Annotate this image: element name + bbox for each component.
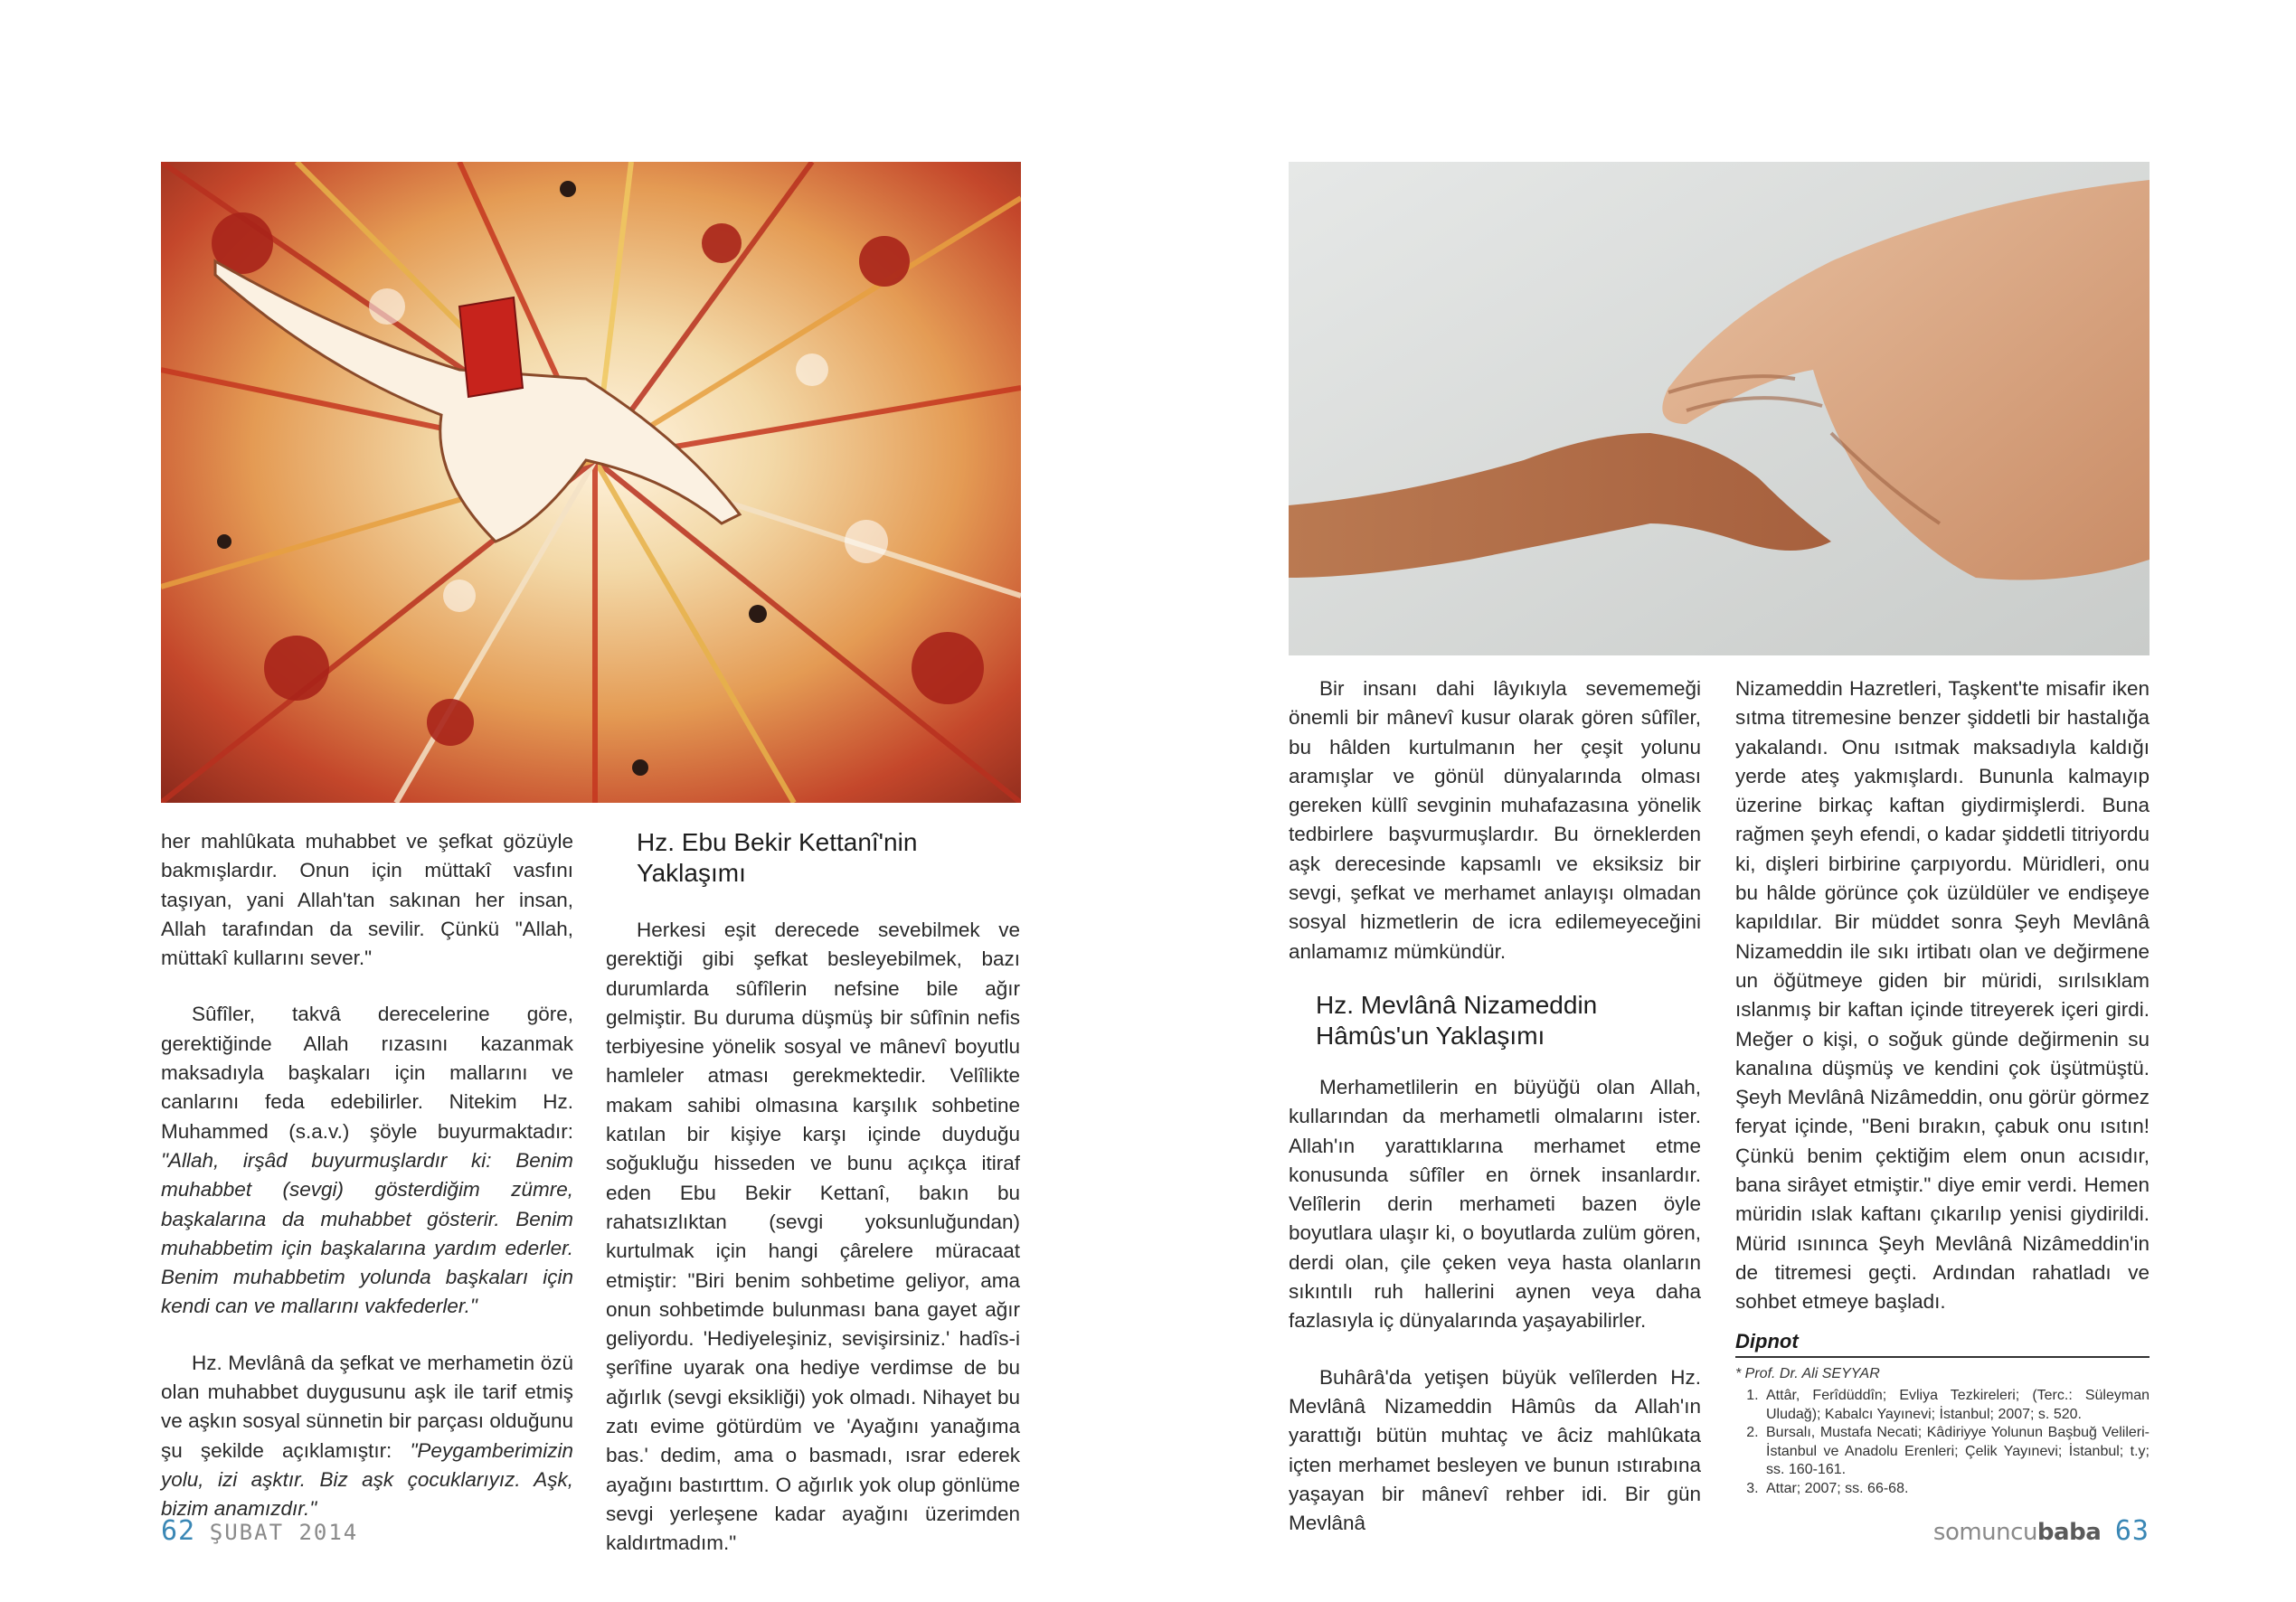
- paragraph: Hz. Mevlânâ da şefkat ve merhametin özü olan muhabbet duygusunu aşk ile tarif etmiş ve aşkın sosyal sünnetin bir parçası olduğunu şu şekilde açıklamıştır: "Peygamberimizin yolu, izi aşktır. Biz aşk çocuklarıyız. Aşk, bizim anamızdır.": [161, 1351, 573, 1521]
- section-heading: Hz. Ebu Bekir Kettanî'nin Yaklaşımı: [637, 828, 918, 887]
- footnotes-title: Dipnot: [1735, 1330, 2150, 1358]
- footnote-list: [1735, 1387, 2150, 1498]
- paragraph: Herkesi eşit derecede sevebilmek ve gerektiği gibi şefkat besleyebilmek, bazı durumlarda sûfîlerin nefsine bile ağır gelmiştir. Bu duruma düşmüş bir sûfînin nefis terbiyesine yönelik sosyal ve mânevî boyutlu hamleler atması gerekmektedir. Velîlikte makam sahibi olmasına karşılık sohbetine katılan bir kişiye karşı içinde duyduğu soğukluğu hisseden ve bunu açıkça itiraf eden Ebu Bekir Kettanî, bakın bu rahatsızlıktan (sevgi yoksunluğundan) kurtulmak için hangi çârelere müracaat etmiştir: "Biri benim sohbetime geliyor, ama onun sohbetimde bulunması bana gayet ağır geliyordu. 'Hediyeleşiniz, sevişirsiniz.' hadîs-i şerîfine uyarak ona hediye verdimse de bu ağırlık (sevgi eksikliği) yok olmadı. Nihayet bu zatı evime götürdüm ve 'Ayağını yanağıma bas.' dedim, ama o basmadı, ısrar ederek ayağını bastırttım. O ağırlık yok olup gönlüme sevgi yerleşene kadar ayağını üzerimden kaldırtmadım.": [606, 919, 1020, 1555]
- right-folio: [1933, 1515, 2150, 1547]
- paragraph: Bir insanı dahi lâyıkıyla sevememeği önemli bir mânevî kusur olarak gören sûfîler, bu hâlden kurtulmanın her çeşit yolunu aramışlar ve gönül dünyalarında olması gereken küllî sevginin muhafazasına yönelik tedbirlere başvurmuşlardır. Bu örneklerden aşk derecesinde kapsamlı ve eksiksiz bir sevgi, şefkat ve merhamet anlayışı olmadan sosyal hizmetlerin de icra edilemeyeceğini anlamamız mümkündür.: [1289, 677, 1701, 963]
- holding-hands-photo: [1289, 162, 2150, 655]
- left-column-2: [606, 827, 1020, 1559]
- right-column-1: [1289, 674, 1701, 1538]
- paragraph: Sûfîler, takvâ derecelerine göre, gerektiğinde Allah rızasını kazanmak maksadıyla başkaları için mallarını ve canlarını feda edebilirler. Nitekim Hz. Muhammed (s.a.v.) şöyle buyurmaktadır: "Allah, irşâd buyurmuşlardır ki: Benim muhabbet (sevgi) gösterdiğim zümre, başkalarına da muhabbet gösterir. Benim muhabbetim için başkalarına yardım ederler. Benim muhabbetim yolunda başkaları için kendi can ve mallarını vakfederler.": [161, 1003, 573, 1318]
- paragraph: Buhârâ'da yetişen büyük velîlerden Hz. Mevlânâ Nizameddin Hâmûs da Allah'ın yarattığı bütün muhtaç ve âciz mahlûkata içten merhamet besleyen ve bunun ıstırabına yaşayan bir mânevî rehber idi. Bir gün Mevlânâ: [1289, 1365, 1701, 1535]
- issue-date: ŞUBAT 2014: [209, 1520, 359, 1545]
- footnotes-body: [1735, 1365, 2150, 1499]
- footnote-item: 1. Attâr, Ferîdüddîn; Evliya Tezkireleri; (Terc.: Süleyman Uludağ); Kabalcı Yayınevi; İstanbul; 2007; s. 520.: [1762, 1387, 2150, 1424]
- paragraph: her mahlûkata muhabbet ve şefkat gözüyle bakmışlardır. Onun için müttakî vasfını taşıyan, yani Allah'tan sakınan her insan, Allah tarafından da sevilir. Çünkü "Allah, müttakî kullarını sever.": [161, 830, 573, 970]
- page-number: 63: [2114, 1515, 2150, 1547]
- section-heading: Hz. Mevlânâ Nizameddin Hâmûs'un Yaklaşımı: [1316, 990, 1598, 1050]
- left-column-1: [161, 827, 573, 1524]
- footnote-author: * Prof. Dr. Ali SEYYAR: [1735, 1365, 1880, 1381]
- left-folio: [161, 1515, 358, 1547]
- dervish-painting: [161, 162, 1021, 803]
- right-column-2: [1735, 674, 2150, 1498]
- footnote-item: 2. Bursalı, Mustafa Necati; Kâdiriyye Yolunun Başbuğ Velileri-İstanbul ve Anadolu Erenleri; Çelik Yayınevi; İstanbul; t.y; ss. 160-161.: [1762, 1424, 2150, 1480]
- footnote-item: 3. Attar; 2007; ss. 66-68.: [1762, 1480, 2150, 1499]
- paragraph: Nizameddin Hazretleri, Taşkent'te misafir iken sıtma titremesine benzer şiddetli bir hastalığa yakalandı. Onu ısıtmak maksadıyla kaldığı yerde ateş yakmışlardı. Bununla kalmayıp üzerine birkaç kaftan giydirmişlerdi. Buna rağmen şeyh efendi, o kadar şiddetli titriyordu ki, dişleri birbirine çarpıyordu. Müridleri, onu bu hâlde görünce çok üzüldüler ve endişeye kapıldılar. Bir müddet sonra Şeyh Mevlânâ Nizameddin ile sıkı irtibatı olan ve değirmene un öğütmeye giden bir müridi, sırılsıklam ıslanmış bir kaftan içinde titreyerek içeri girdi. Meğer o kişi, o soğuk günde değirmenin su kanalına düşmüş ve kendini çok üşütmüştü. Şeyh Mevlânâ Nizâmeddin, onu görür görmez feryat içinde, "Beni bırakın, çabuk onu ısıtın! Çünkü benim çektiğim elem onun acısıdır, bana sirâyet etmiştir." diye emir verdi. Hemen müridin ıslak kaftanı çıkarılıp yenisi giydirildi. Mürid ısınınca Şeyh Mevlânâ Nizâmeddin'in de titremesi geçti. Ardından rahatladı ve sohbet etmeye başladı.: [1735, 677, 2150, 1314]
- magazine-logo: somuncubaba: [1932, 1519, 2102, 1546]
- page-number: 62: [161, 1515, 196, 1547]
- footnotes: [1735, 1330, 2150, 1499]
- paragraph: Merhametlilerin en büyüğü olan Allah, kullarından da merhametli olmalarını ister. Allah'ın yarattıklarına merhamet etme konusunda sûfîler en örnek insanlardır. Velîlerin derin merhameti bazen öyle boyutlara ulaşır ki, o boyutlarda zulüm gören, derdi olan, çile çeken veya hasta olanların sıkıntılı ruh hallerini aynen veya daha fazlasıyla iç dünyalarında yaşayabilirler.: [1289, 1075, 1701, 1333]
